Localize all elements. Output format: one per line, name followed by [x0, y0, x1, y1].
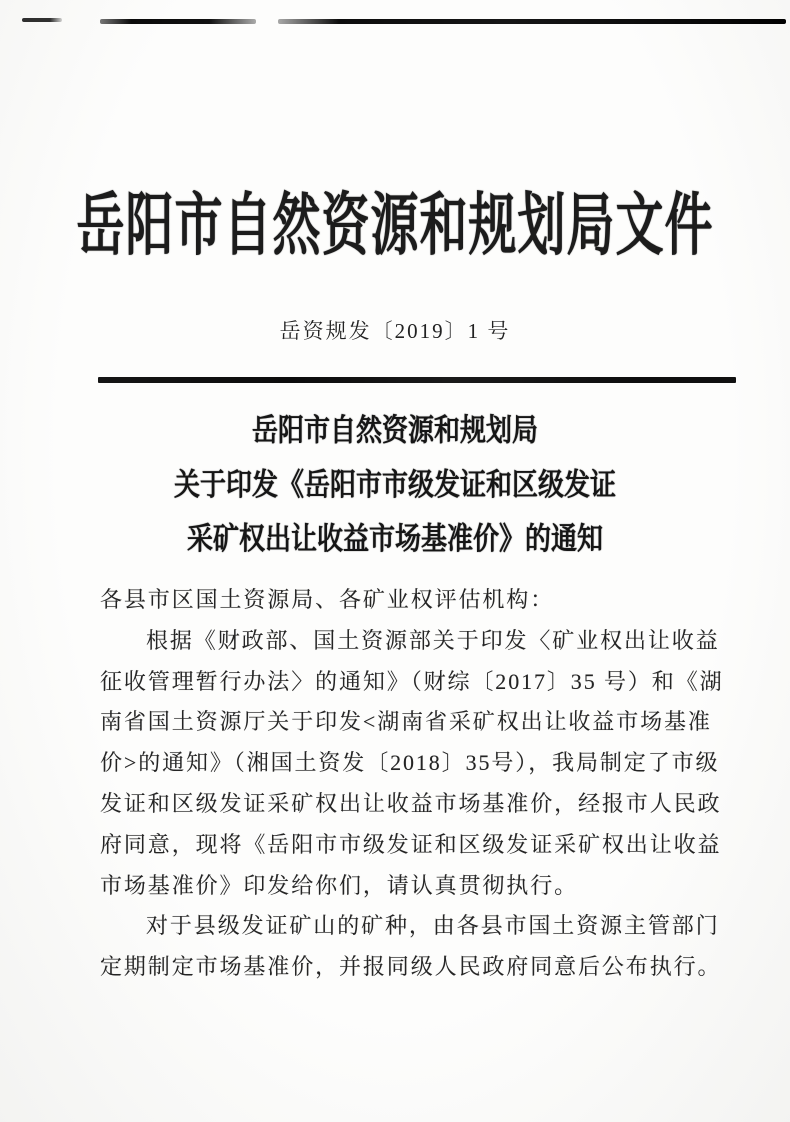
body-text-line: 根据《财政部、国土资源部关于印发〈矿业权出让收益 [146, 627, 720, 653]
body-text-line: 价>的通知》（湘国土资发〔2018〕35号），我局制定了市级 [100, 750, 720, 776]
document-reference-number: 岳资规发〔2019〕1 号 [279, 319, 511, 343]
bureau-masthead-title: 岳阳市自然资源和规划局文件 [76, 188, 714, 264]
body-text-line: 对于县级发证矿山的矿种，由各县市国土资源主管部门 [146, 913, 720, 939]
notice-title [0, 404, 790, 567]
notice-title-line: 关于印发《岳阳市市级发证和区级发证 [173, 467, 616, 502]
body-salutation-line: 各县市区国土资源局、各矿业权评估机构： [100, 587, 555, 612]
notice-title-line: 岳阳市自然资源和规划局 [251, 413, 538, 448]
notice-title-line: 采矿权出让收益市场基准价》的通知 [186, 522, 603, 557]
notice-body [100, 580, 724, 988]
body-text-line: 征收管理暂行办法〉的通知》（财综〔2017〕35 号）和《湖 [100, 668, 724, 694]
scan-artifact-line-segment [22, 18, 62, 22]
body-text-line: 府同意，现将《岳阳市市级发证和区级发证采矿权出让收益 [100, 831, 722, 857]
header-divider-rule [98, 377, 736, 383]
body-text-line: 市场基准价》印发给你们，请认真贯彻执行。 [100, 872, 579, 898]
body-text-line: 发证和区级发证采矿权出让收益市场基准价，经报市人民政 [100, 790, 722, 816]
scan-artifact-line-segment [100, 19, 256, 24]
body-text-line: 定期制定市场基准价，并报同级人民政府同意后公布执行。 [100, 954, 722, 980]
body-text-line: 南省国土资源厅关于印发<湖南省采矿权出让收益市场基准 [100, 709, 712, 735]
scan-artifact-line-segment [278, 19, 786, 24]
